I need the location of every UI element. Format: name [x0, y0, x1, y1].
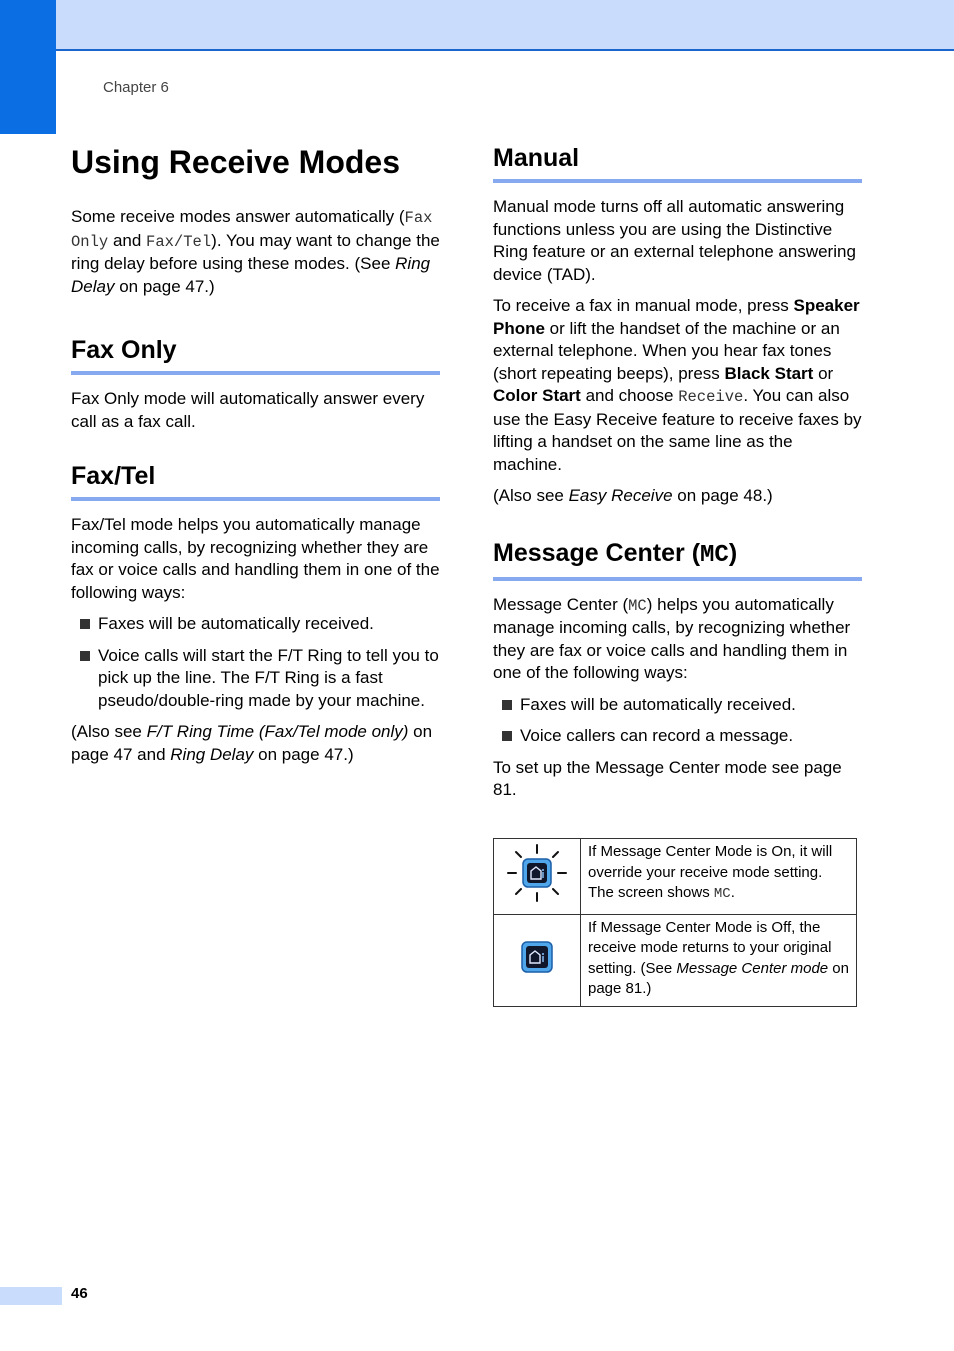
fax-only-paragraph: Fax Only mode will automatically answer every call as a fax call. [71, 389, 425, 431]
manual-text: or lift the handset of the machine or an external telephone. When you hear fax tones (short repeating beeps), press [493, 318, 840, 383]
also-text: on page 47 and [71, 722, 433, 764]
list-item: Faxes will be automatically received. [71, 613, 440, 636]
fax-tel-also-see [71, 721, 440, 766]
note-text: If Message Center Mode is On, it will override your receive mode setting. The screen shows [588, 843, 833, 901]
intro-text: on page 47.) [114, 276, 215, 296]
key-color-start: Color Start [493, 386, 581, 405]
intro-paragraph [71, 206, 440, 298]
manual-code-receive: Receive [678, 388, 744, 406]
left-column [71, 140, 440, 775]
section-heading-fax-only: Fax Only [71, 335, 440, 375]
mc-text: Message Center ( [493, 594, 629, 614]
table-cell-text [581, 839, 857, 915]
also-text: (Also see [493, 486, 569, 505]
intro-text: and [108, 230, 147, 250]
list-item: Voice callers can record a message. [493, 725, 862, 748]
intro-reference: Ring Delay [71, 254, 431, 296]
heading-text: Message Center ( [493, 538, 701, 567]
intro-code-fax-only: Fax Only [71, 209, 433, 251]
manual-text: and choose [580, 386, 679, 405]
fax-tel-paragraph: Fax/Tel mode helps you automatically manage incoming calls, by recognizing whether they are fax or voice calls and handling them in one of the following ways: [71, 515, 440, 602]
also-text: (Also see [71, 722, 147, 741]
chapter-tab-marker [0, 0, 56, 134]
key-speaker-phone: Speaker Phone [493, 296, 860, 338]
intro-text: ). You may want to change the ring delay before using these modes. (See [71, 230, 440, 273]
note-text: . [730, 884, 735, 901]
page-title: Using Receive Modes [71, 144, 400, 180]
table-row [494, 839, 857, 915]
fax-tel-bullet-list [71, 613, 440, 712]
chapter-label: Chapter 6 [103, 79, 169, 96]
message-center-button-lit-icon [502, 893, 572, 910]
note-text: on page 81.) [588, 959, 849, 997]
mc-code: MC [628, 596, 647, 615]
header-band [0, 0, 954, 51]
message-center-paragraph [493, 594, 862, 685]
page-number: 46 [71, 1285, 88, 1302]
also-text: on page 48.) [672, 486, 773, 505]
message-center-note-table [493, 838, 857, 1007]
table-cell-icon [494, 914, 581, 1006]
manual-also-see [493, 485, 862, 508]
note-text: If Message Center Mode is Off, the receive mode returns to your original setting. (See [588, 918, 832, 977]
mc-text: ) helps you automatically manage incoming calls, by recognizing whether they are fax or voice calls and handling them in one of the following ways: [493, 594, 851, 682]
table-cell-icon [494, 839, 581, 915]
manual-text: or [813, 363, 834, 383]
key-black-start: Black Start [724, 363, 814, 383]
heading-text: ) [728, 538, 738, 567]
note-reference: Message Center mode [676, 959, 829, 977]
list-item: Faxes will be automatically received. [493, 694, 862, 717]
manual-paragraph-1: Manual mode turns off all automatic answering functions unless you are using the Distinctive Ring feature or an external telephone answering device (TAD). [493, 197, 856, 284]
table-row [494, 914, 857, 1006]
section-heading-fax-tel: Fax/Tel [71, 461, 440, 501]
also-reference: Easy Receive [568, 486, 673, 505]
heading-code-mc: MC [700, 541, 729, 569]
manual-text: To receive a fax in manual mode, press [493, 296, 794, 315]
manual-paragraph-2 [493, 295, 862, 476]
section-heading-message-center [493, 538, 862, 581]
also-text: on page 47.) [253, 744, 354, 764]
manual-text: . You can also use the Easy Receive feature to receive faxes by lifting a handset on the same line as the machine. [493, 386, 862, 474]
message-center-button-icon [520, 961, 554, 978]
list-item: Voice calls will start the F/T Ring to tell you to pick up the line. The F/T Ring is a fast pseudo/double-ring made by your machine. [71, 645, 440, 713]
intro-code-fax-tel: Fax/Tel [146, 232, 212, 251]
message-center-setup-paragraph: To set up the Message Center mode see page 81. [493, 757, 842, 799]
table-cell-text [581, 914, 857, 1006]
also-reference: F/T Ring Time (Fax/Tel mode only) [146, 722, 409, 741]
also-reference: Ring Delay [170, 744, 254, 764]
intro-text: Some receive modes answer automatically ( [71, 207, 405, 226]
message-center-bullet-list [493, 694, 862, 748]
section-heading-manual: Manual [493, 143, 862, 183]
page-number-band [0, 1287, 62, 1305]
right-column [493, 140, 862, 811]
note-code-mc: MC [713, 886, 731, 902]
